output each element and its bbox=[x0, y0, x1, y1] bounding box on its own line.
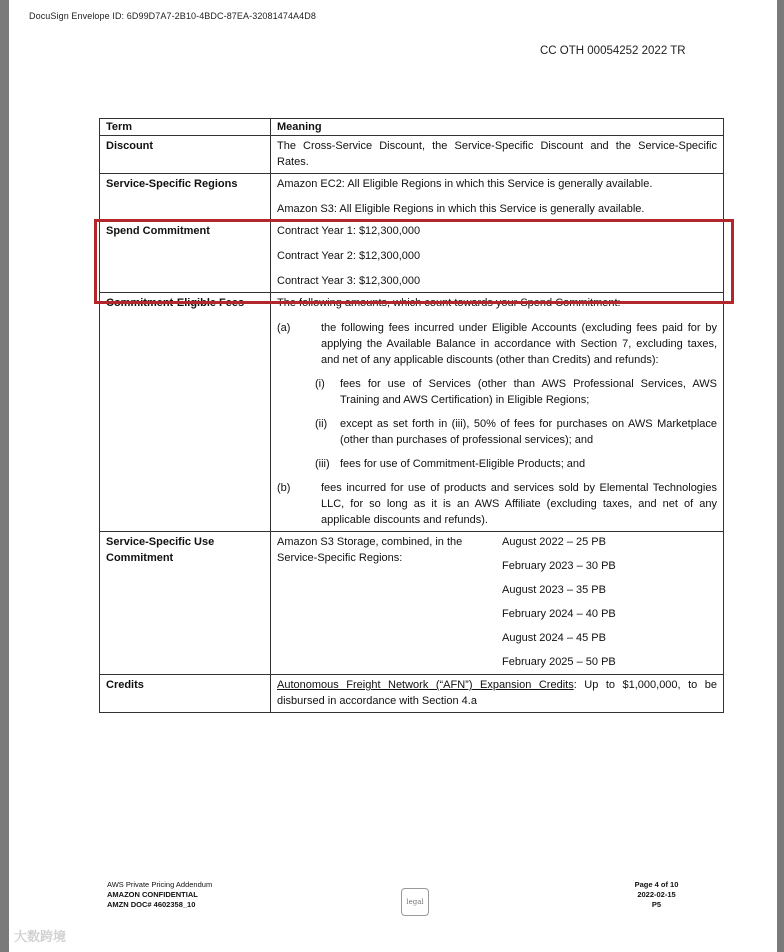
header-meaning: Meaning bbox=[271, 119, 724, 136]
table-header-row bbox=[100, 119, 724, 136]
term-spend-commitment: Spend Commitment bbox=[100, 221, 271, 293]
spend-year-2: Contract Year 2: $12,300,000 bbox=[277, 250, 421, 262]
fees-sub-i-text: fees for use of Services (other than AWS Professional Services, AWS Training and AWS Certification) in Eligible Regions; bbox=[340, 378, 717, 406]
fees-sub-iii-text: fees for use of Commitment-Eligible Products; and bbox=[340, 458, 586, 470]
meaning-discount: The Cross-Service Discount, the Service-Specific Discount and the Service-Specific Rates. bbox=[271, 136, 724, 174]
fees-item-a bbox=[277, 320, 717, 368]
footer-page-number: Page 4 of 10 bbox=[634, 880, 679, 889]
legal-stamp-icon: legal bbox=[401, 888, 429, 916]
document-page bbox=[9, 0, 777, 952]
fees-intro: The following amounts, which count towards your Spend Commitment: bbox=[277, 297, 621, 309]
fees-sub-ii-text: except as set forth in (iii), 50% of fees for purchases on AWS Marketplace (other than purchases of professional services); and bbox=[340, 418, 717, 446]
contract-reference: CC OTH 00054252 2022 TR bbox=[540, 45, 686, 57]
footer-version: P5 bbox=[651, 900, 662, 909]
row-use-commitment bbox=[100, 532, 724, 675]
term-regions: Service-Specific Regions bbox=[100, 174, 271, 221]
fees-sub-ii-label: (ii) bbox=[315, 418, 328, 430]
header-term: Term bbox=[100, 119, 271, 136]
fees-sub-i bbox=[315, 376, 717, 408]
fees-item-b bbox=[277, 480, 717, 528]
docusign-envelope-id: DocuSign Envelope ID: 6D99D7A7-2B10-4BDC-87EA-32081474A4D8 bbox=[29, 11, 316, 21]
footer-date: 2022-02-15 bbox=[637, 890, 676, 899]
footer-confidential: AMAZON CONFIDENTIAL bbox=[107, 890, 198, 899]
meaning-credits bbox=[271, 675, 724, 713]
footer-doc-title: AWS Private Pricing Addendum bbox=[107, 880, 213, 889]
watermark-text: 大数跨境 bbox=[14, 929, 67, 944]
use-schedule-item: August 2023 – 35 PB bbox=[502, 584, 606, 596]
use-schedule-item: February 2024 – 40 PB bbox=[502, 608, 616, 620]
term-credits: Credits bbox=[100, 675, 271, 713]
terms-table bbox=[99, 118, 724, 713]
use-schedule-item: February 2023 – 30 PB bbox=[502, 560, 616, 572]
term-eligible-fees: Commitment-Eligible Fees bbox=[100, 293, 271, 532]
spend-year-3: Contract Year 3: $12,300,000 bbox=[277, 275, 421, 287]
use-description: Amazon S3 Storage, combined, in the Service-Specific Regions: bbox=[277, 536, 463, 564]
credits-title: Autonomous Freight Network (“AFN”) Expansion Credits bbox=[277, 679, 574, 691]
fees-sub-iii bbox=[315, 456, 717, 472]
meaning-use-commitment bbox=[271, 532, 724, 675]
footer-left bbox=[107, 880, 212, 910]
use-schedule-item: August 2022 – 25 PB bbox=[502, 536, 606, 548]
footer-right bbox=[589, 880, 724, 910]
footer-doc-number: AMZN DOC# 4602358_10 bbox=[107, 900, 196, 909]
meaning-eligible-fees bbox=[271, 293, 724, 532]
row-discount bbox=[100, 136, 724, 174]
term-use-commitment: Service-Specific Use Commitment bbox=[100, 532, 271, 675]
use-schedule bbox=[502, 534, 717, 671]
term-discount: Discount bbox=[100, 136, 271, 174]
row-regions bbox=[100, 174, 724, 221]
fees-item-a-text: the following fees incurred under Eligible Accounts (excluding fees paid for by applying the Available Balance in accordance with Section 7, excluding taxes, and net of any applicable discounts (other than Credits) and refunds): bbox=[321, 322, 717, 366]
spend-year-1: Contract Year 1: $12,300,000 bbox=[277, 225, 421, 237]
row-credits bbox=[100, 675, 724, 713]
fees-sub-i-label: (i) bbox=[315, 378, 325, 390]
fees-item-a-label: (a) bbox=[277, 322, 291, 334]
use-schedule-item: February 2025 – 50 PB bbox=[502, 656, 616, 668]
regions-ec2: Amazon EC2: All Eligible Regions in which this Service is generally available. bbox=[277, 178, 653, 190]
fees-item-b-text: fees incurred for use of products and services sold by Elemental Technologies LLC, for so long as it is an AWS Affiliate (excluding taxes, and net of any applicable discounts and refunds). bbox=[321, 482, 717, 526]
spend-commitment-highlight-box bbox=[94, 219, 734, 304]
row-eligible-fees bbox=[100, 293, 724, 532]
fees-sub-iii-label: (iii) bbox=[315, 458, 330, 470]
regions-s3: Amazon S3: All Eligible Regions in which this Service is generally available. bbox=[277, 203, 645, 215]
fees-item-b-label: (b) bbox=[277, 482, 291, 494]
meaning-regions bbox=[271, 174, 724, 221]
fees-sub-ii bbox=[315, 416, 717, 448]
credits-detail: : Up to $1,000,000, to be disbursed in accordance with Section 4.a bbox=[277, 679, 718, 707]
use-schedule-item: August 2024 – 45 PB bbox=[502, 632, 606, 644]
